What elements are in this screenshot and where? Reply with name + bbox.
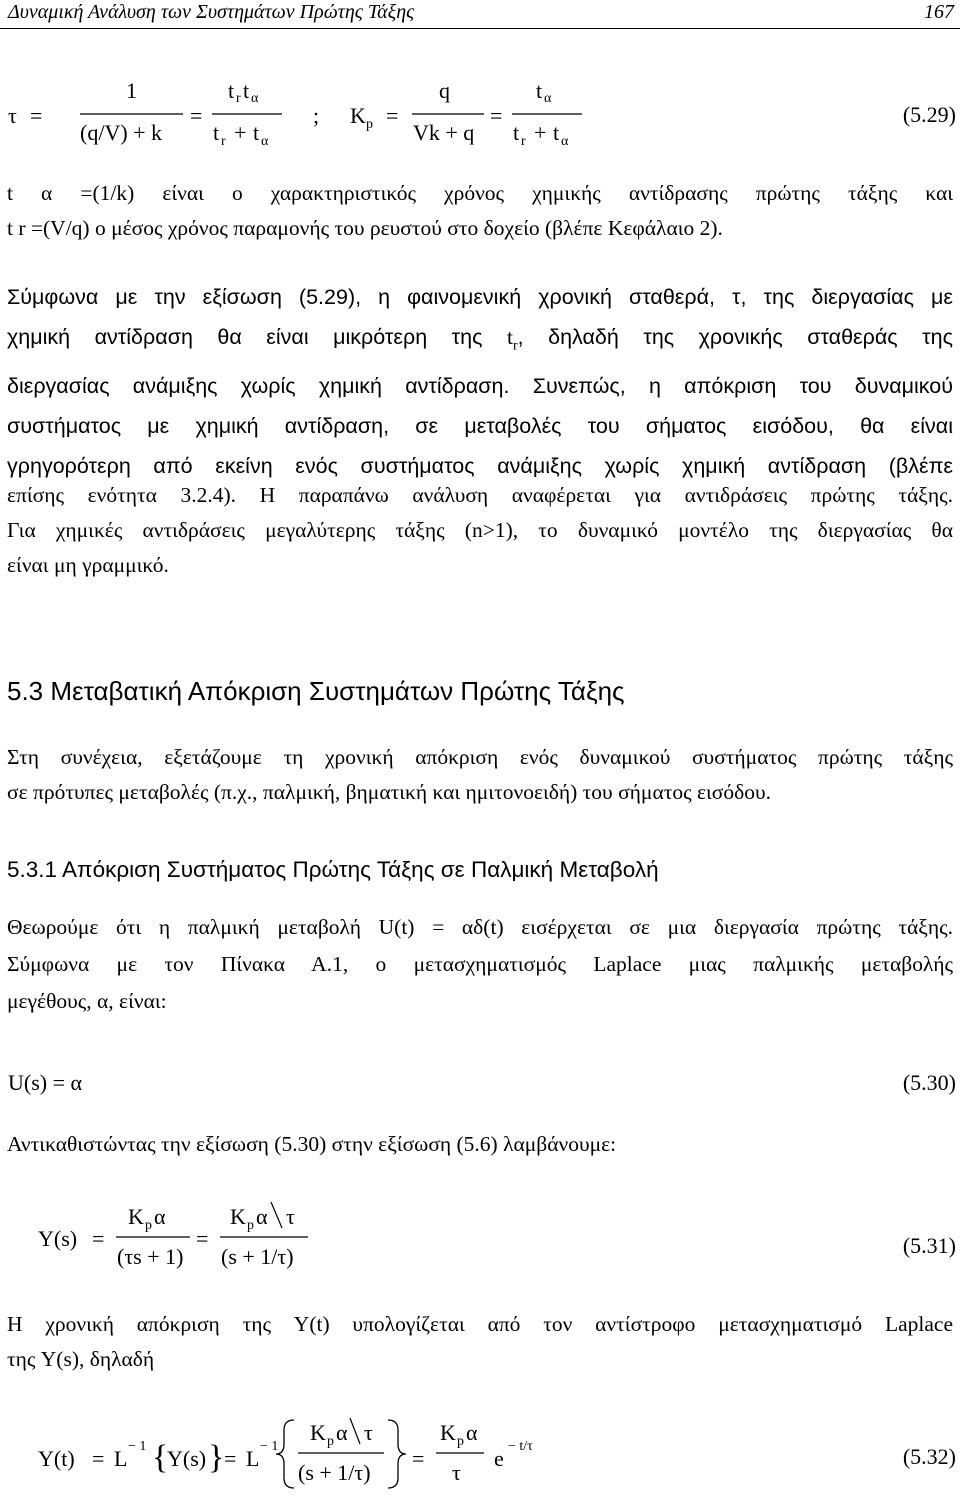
eq-sub-r: r [521, 134, 526, 149]
eq-equals: = [30, 103, 43, 128]
eq-alpha: α [154, 1204, 166, 1229]
eq-denominator: (τs + 1) [117, 1244, 184, 1269]
eq-brace-open: { [152, 1439, 169, 1476]
eq-sub-p: p [327, 1434, 334, 1449]
text-line: διεργασίας ανάμιξης χωρίς χημική αντίδραση. Συνεπώς, η απόκριση του δυναμικού [7, 374, 953, 399]
eq-plus: + [234, 120, 247, 145]
paragraph-discussion [7, 277, 953, 486]
eq-kp: K [350, 103, 366, 128]
symbol-sub-r: r [512, 338, 518, 354]
eq-k: K [230, 1204, 246, 1229]
eq-big-brace-open [276, 1420, 294, 1488]
text-segment: , δηλαδή της χρονικής σταθεράς της [517, 325, 953, 349]
eq-lhs: Y(s) [38, 1226, 78, 1251]
eq-alpha: α [256, 1204, 268, 1229]
equation-number: (5.30) [902, 1070, 956, 1095]
text-line: μεγέθους, α, είναι: [7, 989, 167, 1013]
equation-5-31 [0, 1200, 960, 1280]
subsection-heading: 5.3.1 Απόκριση Συστήματος Πρώτης Τάξης σε Παλμική Μεταβολή [7, 857, 659, 882]
eq-e: e [494, 1446, 504, 1471]
eq-denominator: (q/V) + k [80, 120, 163, 145]
equation-text: U(s) = α [8, 1070, 83, 1095]
text-line: Σύμφωνα με τον Πίνακα Α.1, ο μετασχηματισμός Laplace μιας παλμικής μεταβολής [7, 952, 953, 976]
eq-ys: Y(s) [167, 1446, 207, 1471]
equation-5-29-formula [0, 74, 960, 154]
eq-sub-r: r [221, 134, 226, 149]
header-rule [0, 28, 960, 29]
paragraph-pulse [7, 909, 953, 1020]
eq-k: K [128, 1204, 144, 1229]
page-header [0, 0, 960, 28]
page-number: 167 [924, 1, 954, 23]
paragraph-substitution [7, 1127, 953, 1162]
eq-brace-close: } [208, 1439, 225, 1476]
eq-equals: = [190, 103, 203, 128]
eq-denominator: (s + 1/τ) [298, 1460, 371, 1485]
equation-number: (5.29) [902, 102, 956, 127]
text-line: t α =(1/k) είναι ο χαρακτηριστικός χρόνος χημικής αντίδρασης πρώτης τάξης και [7, 181, 953, 205]
text-line: της Y(s), δηλαδή [7, 1347, 155, 1371]
symbol-t: t [507, 325, 513, 349]
eq-inverse-exponent: − 1 [260, 1439, 279, 1454]
paragraph-intro [7, 740, 953, 810]
eq-t: t [243, 78, 250, 103]
eq-k: K [440, 1420, 456, 1445]
eq-alpha: α [336, 1420, 348, 1445]
text-segment: χημική αντίδραση θα είναι μικρότερη της [7, 325, 483, 349]
eq-tau: τ [286, 1204, 295, 1229]
eq-sub-p: p [366, 117, 373, 132]
text-line [7, 317, 953, 366]
eq-t: t [536, 78, 543, 103]
eq-sub-alpha: α [544, 91, 552, 106]
text-line: γρηγορότερη από εκείνη ενός συστήματος ανάμιξης χωρίς χημική αντίδραση (βλέπε [7, 454, 953, 479]
eq-denominator: (s + 1/τ) [221, 1244, 294, 1269]
eq-plus: + [534, 120, 547, 145]
eq-t: t [253, 120, 260, 145]
eq-numerator-one: 1 [126, 78, 137, 103]
eq-t: t [553, 120, 560, 145]
text-line: Για χημικές αντιδράσεις μεγαλύτερης τάξης (n>1), το δυναμικό μοντέλο της διεργασίας θα [7, 518, 953, 542]
text-line: t r =(V/q) ο μέσος χρόνος παραμονής του ρευστού στο δοχείο (βλέπε Κεφάλαιο 2). [7, 216, 723, 240]
equation-5-29 [0, 74, 960, 154]
eq-sub-r: r [236, 91, 241, 106]
text-line: σε πρότυπες μεταβολές (π.χ., παλμική, βηματική και ημιτονοειδή) του σήματος εισόδου. [7, 780, 772, 804]
eq-q: q [439, 78, 450, 103]
eq-big-brace-close [388, 1420, 406, 1488]
eq-tau: τ [8, 103, 17, 128]
eq-sub-p: p [457, 1434, 464, 1449]
eq-sub-alpha: α [261, 134, 269, 149]
text-line: Αντικαθιστώντας την εξίσωση (5.30) στην εξίσωση (5.6) λαμβάνουμε: [7, 1132, 617, 1156]
eq-tau: τ [452, 1460, 461, 1485]
eq-sub-alpha: α [561, 134, 569, 149]
slash [350, 1418, 360, 1444]
text-line: είναι μη γραμμικό. [7, 553, 169, 577]
eq-lhs: Y(t) [38, 1446, 75, 1471]
text-line: Η χρονική απόκριση της Y(t) υπολογίζεται από τον αντίστροφο μετασχηματισμό Laplace [7, 1312, 953, 1336]
paragraph-definitions [7, 176, 953, 246]
eq-sub-p: p [145, 1218, 152, 1233]
equation-5-32 [0, 1408, 960, 1498]
equation-5-32-formula [0, 1408, 960, 1498]
text-line: συστήματος με χημική αντίδραση, σε μεταβολές του σήματος εισόδου, θα είναι [7, 414, 953, 439]
slash [271, 1202, 282, 1228]
eq-equals: = [490, 103, 503, 128]
eq-tau: τ [364, 1420, 373, 1445]
text-line: επίσης ενότητα 3.2.4). Η παραπάνω ανάλυση αναφέρεται για αντιδράσεις πρώτης τάξης. [7, 483, 953, 507]
text-line: Θεωρούμε ότι η παλμική μεταβολή U(t) = αδ(t) εισέρχεται σε μια διεργασία πρώτης τάξης. [7, 915, 953, 939]
paragraph-discussion-continued [7, 478, 953, 583]
eq-sub-p: p [247, 1218, 254, 1233]
eq-vk-plus-q: Vk + q [413, 120, 475, 145]
equation-5-31-formula [0, 1200, 960, 1280]
eq-laplace-l: L [114, 1446, 128, 1471]
eq-sub-alpha: α [251, 91, 259, 106]
text-line: Στη συνέχεια, εξετάζουμε τη χρονική απόκριση ενός δυναμικού συστήματος πρώτης τάξης [7, 745, 953, 769]
eq-t: t [513, 120, 520, 145]
equation-number: (5.31) [902, 1233, 956, 1258]
eq-t: t [213, 120, 220, 145]
eq-equals: = [224, 1446, 237, 1471]
paragraph-inverse [7, 1307, 953, 1377]
eq-equals: = [92, 1446, 105, 1471]
eq-t: t [228, 78, 235, 103]
eq-equals: = [412, 1446, 425, 1471]
eq-alpha: α [466, 1420, 478, 1445]
equation-5-30 [0, 1070, 960, 1106]
eq-exponent: − t/τ [508, 1439, 533, 1454]
eq-k: K [310, 1420, 326, 1445]
eq-semicolon: ; [313, 103, 320, 128]
running-title: Δυναμική Ανάλυση των Συστημάτων Πρώτης Τάξης [8, 1, 415, 23]
text-line: Σύμφωνα με την εξίσωση (5.29), η φαινομενική χρονική σταθερά, τ, της διεργασίας με [7, 285, 953, 309]
equation-number: (5.32) [902, 1444, 956, 1469]
eq-equals: = [92, 1226, 105, 1251]
eq-laplace-l: L [246, 1446, 260, 1471]
section-heading: 5.3 Μεταβατική Απόκριση Συστημάτων Πρώτης Τάξης [7, 676, 625, 706]
eq-equals: = [196, 1226, 209, 1251]
eq-inverse-exponent: − 1 [128, 1439, 147, 1454]
eq-equals: = [386, 103, 399, 128]
